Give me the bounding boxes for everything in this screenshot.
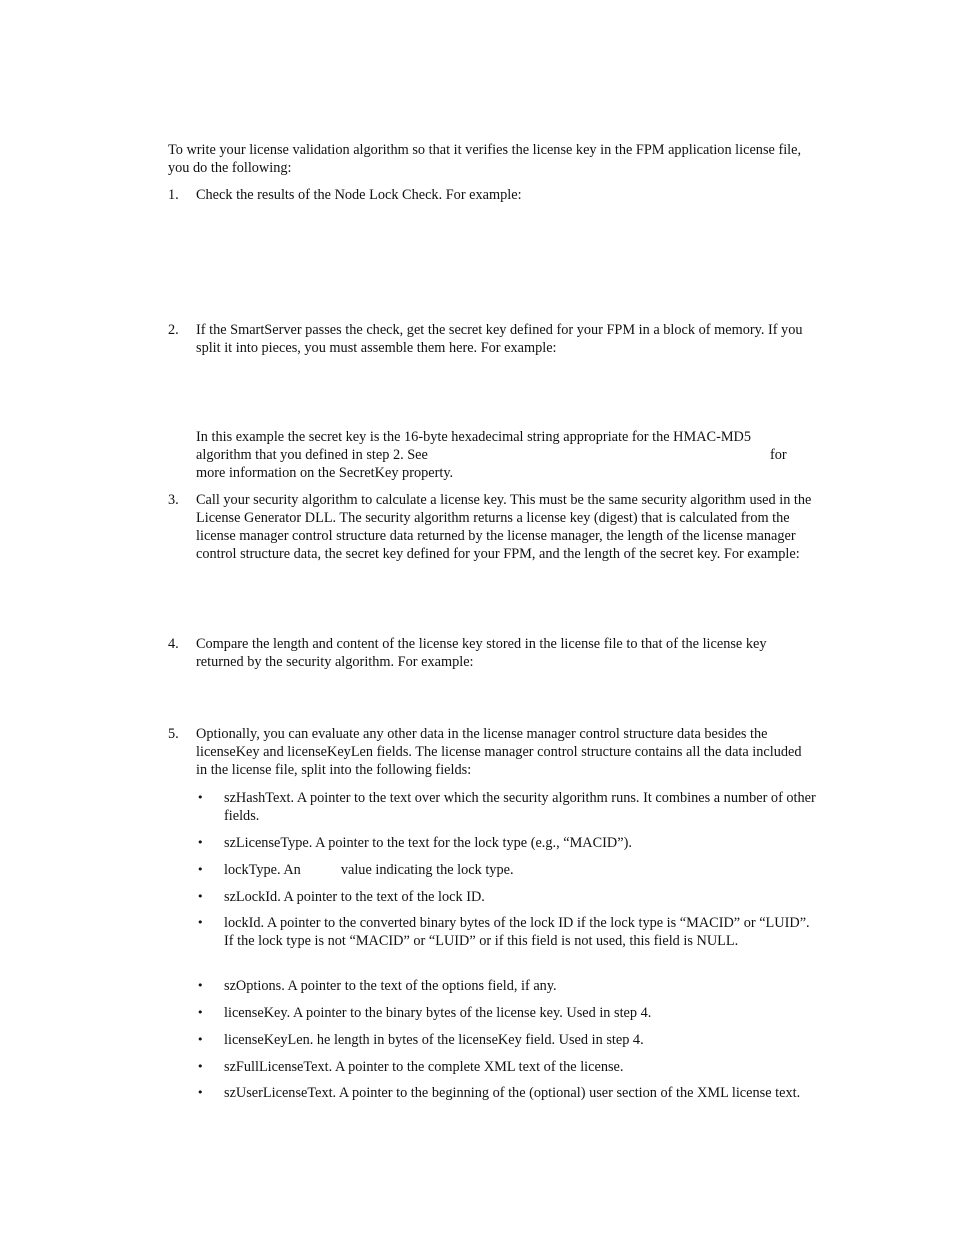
note-line: In this example the secret key is the 16-byte hexadecimal string appropriate for the HMAC-MD5: [196, 429, 752, 445]
field-text: szOptions. A pointer to the text of the options field, if any.: [224, 978, 557, 994]
step-text: If the SmartServer passes the check, get the secret key defined for your FPM in a block of memory. If you split it into pieces, you must assemble them here. For example:: [196, 322, 803, 356]
step-number: 1.: [168, 187, 179, 203]
step-text: Compare the length and content of the license key stored in the license file to that of the license key returned by the security algorithm. For example:: [196, 636, 767, 670]
bullet-icon: •: [197, 1033, 204, 1046]
field-text: szFullLicenseText. A pointer to the complete XML text of the license.: [224, 1059, 624, 1075]
step-text: Check the results of the Node Lock Check. For example:: [196, 187, 522, 203]
field-text: szHashText. A pointer to the text over which the security algorithm runs. It combines a number of other fields.: [224, 790, 816, 824]
field-text-start: lockType. An: [224, 862, 301, 878]
bullet-icon: •: [197, 979, 204, 992]
intro-paragraph: To write your license validation algorithm so that it verifies the license key in the FPM application license file, you do the following:: [168, 142, 802, 176]
step-text: Call your security algorithm to calculate a license key. This must be the same security algorithm used in the License Generator DLL. The security algorithm returns a license key (digest) that is calculated from the license manager control structure data returned by the license manager, the length of the license manager control structure data, the secret key defined for your FPM, and the length of the secret key. For example:: [196, 492, 812, 562]
bullet-icon: •: [197, 791, 204, 804]
field-text: lockId. A pointer to the converted binary bytes of the lock ID if the lock type is “MACID” or “LUID”. If the lock type is not “MACID” or “LUID” or if this field is not used, this field is NULL.: [224, 915, 810, 949]
step-2-note: [196, 428, 814, 482]
bullet-icon: •: [197, 863, 204, 876]
step-number: 5.: [168, 726, 179, 742]
field-text: szUserLicenseText. A pointer to the beginning of the (optional) user section of the XML license text.: [224, 1085, 801, 1101]
bullet-icon: •: [197, 1006, 204, 1019]
note-text: for: [770, 447, 787, 463]
field-text: licenseKey. A pointer to the binary bytes of the license key. Used in step 4.: [224, 1005, 652, 1021]
step-text: Optionally, you can evaluate any other data in the license manager control structure data besides the licenseKey and licenseKeyLen fields. The license manager control structure contains all the data included in the license file, split into the following fields:: [196, 726, 802, 778]
bullet-icon: •: [197, 916, 204, 929]
bullet-icon: •: [197, 890, 204, 903]
note-line: more information on the SecretKey property.: [196, 465, 454, 481]
field-text-end: value indicating the lock type.: [340, 862, 514, 878]
field-text: szLockId. A pointer to the text of the lock ID.: [224, 889, 485, 905]
bullet-icon: •: [197, 1086, 204, 1099]
bullet-icon: •: [197, 836, 204, 849]
step-number: 4.: [168, 636, 179, 652]
field-text: szLicenseType. A pointer to the text for the lock type (e.g., “MACID”).: [224, 835, 632, 851]
step-number: 2.: [168, 322, 179, 338]
step-number: 3.: [168, 492, 179, 508]
bullet-icon: •: [197, 1060, 204, 1073]
field-text: licenseKeyLen. he length in bytes of the licenseKey field. Used in step 4.: [224, 1032, 644, 1048]
note-line: [196, 446, 814, 464]
note-text: algorithm that you defined in step 2. See: [196, 447, 428, 463]
field-text: [224, 861, 816, 879]
